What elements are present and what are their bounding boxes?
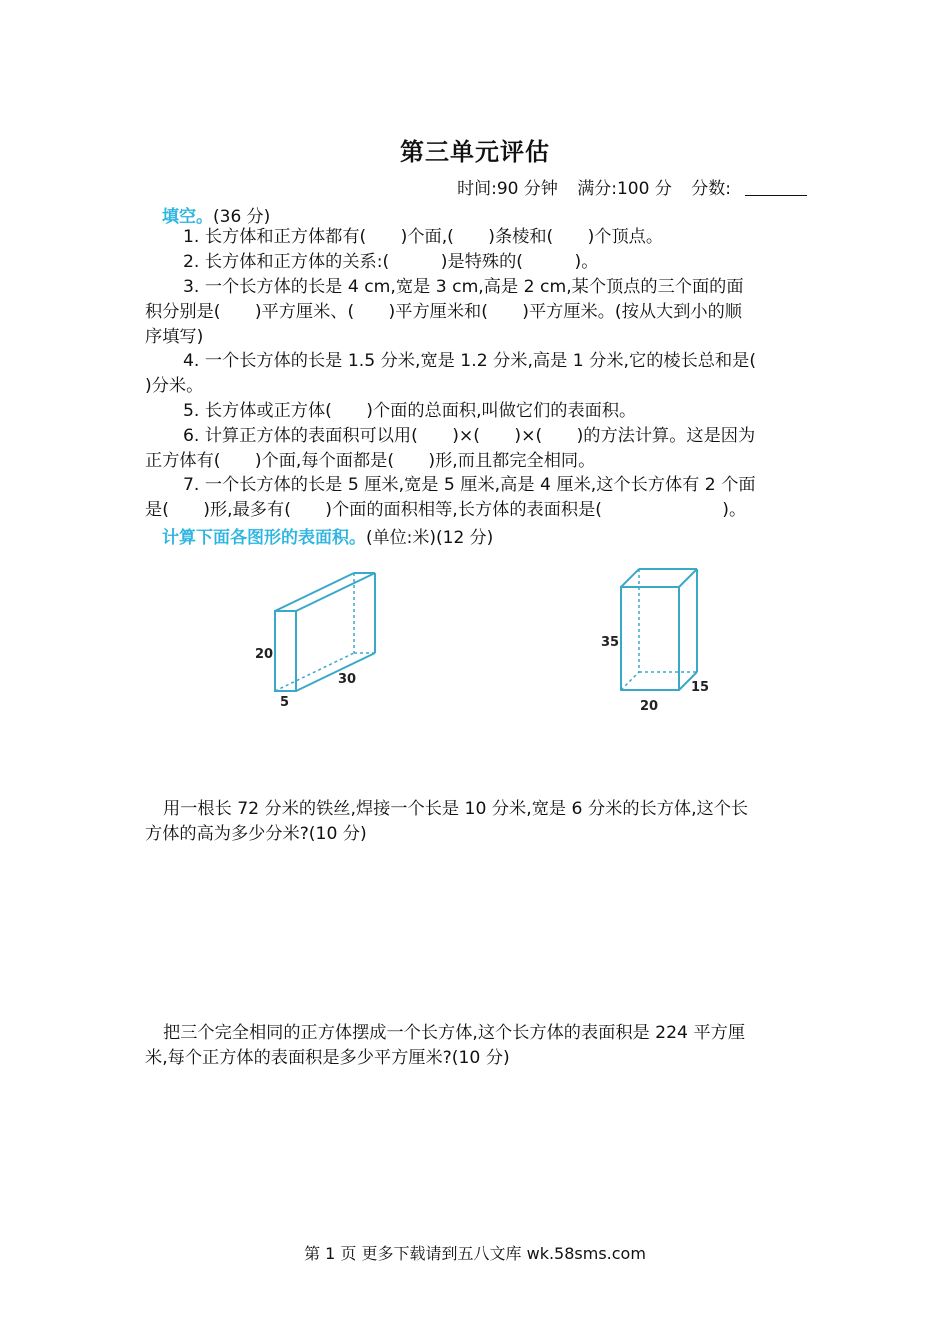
question-4-line-1: 4. 一个长方体的长是 1.5 分米,宽是 1.2 分米,高是 1 分米,它的棱长总和是(: [183, 351, 757, 371]
question-7-line-2: 是( )形,最多有( )个面的面积相等,长方体的表面积是( )。: [145, 500, 747, 520]
question-1: [145, 225, 805, 250]
question-6: [145, 424, 805, 474]
question-3-line-1: 3. 一个长方体的长是 4 cm,宽是 3 cm,高是 2 cm,某个顶点的三个面的面: [183, 277, 744, 297]
score-label: 分数:: [691, 179, 731, 199]
cuboid-1-front-face: [275, 611, 296, 691]
cuboid-2-width-label: 15: [691, 680, 710, 695]
question-2-text: 2. 长方体和正方体的关系:( )是特殊的( )。: [183, 252, 599, 272]
question-2: [145, 250, 805, 275]
question-5: [145, 399, 805, 424]
question-7: [145, 473, 805, 523]
question-1-text: 1. 长方体和正方体都有( )个面,( )条棱和( )个顶点。: [183, 227, 664, 247]
cuboid-2-hidden-bottom: [621, 672, 639, 690]
question-6-line-2: 正方体有( )个面,每个面都是( )形,而且都完全相同。: [145, 451, 596, 471]
question-9-line-2: 米,每个正方体的表面积是多少平方厘米?(10 分): [145, 1048, 510, 1068]
figure-cuboid-2: [598, 562, 718, 717]
page-footer: 第 1 页 更多下载请到五八文库 wk.58sms.com: [304, 1244, 646, 1263]
cuboid-2-top-left-edge: [621, 569, 639, 587]
question-7-line-1: 7. 一个长方体的长是 5 厘米,宽是 5 厘米,高是 4 厘米,这个长方体有 2 个面: [183, 475, 756, 495]
score-blank[interactable]: [745, 179, 807, 196]
question-3-line-2: 积分别是( )平方厘米、( )平方厘米和( )平方厘米。(按从大到小的顺: [145, 302, 742, 322]
figure-cuboid-1: [250, 565, 390, 715]
cuboid-1-top-right-edge: [296, 573, 375, 611]
section-surface-area-points: (单位:米)(12 分): [366, 528, 494, 548]
question-3-line-3: 序填写): [145, 327, 204, 347]
question-9: [145, 1021, 805, 1071]
cuboid-2-front-face: [621, 587, 679, 690]
cuboid-1-height-label: 20: [255, 647, 274, 662]
question-5-text: 5. 长方体或正方体( )个面的总面积,叫做它们的表面积。: [183, 401, 637, 421]
cuboid-1-length-label: 30: [338, 672, 357, 687]
question-6-line-1: 6. 计算正方体的表面积可以用( )×( )×( )的方法计算。这是因为: [183, 426, 756, 446]
section-surface-area-heading: 计算下面各图形的表面积。: [162, 528, 366, 548]
section-fill-in-heading: 填空。: [162, 207, 213, 227]
question-9-line-1: 把三个完全相同的正方体摆成一个长方体,这个长方体的表面积是 224 平方厘: [163, 1023, 746, 1043]
exam-meta: [443, 174, 807, 199]
cuboid-2-top-right-edge: [679, 569, 697, 587]
question-8-line-2: 方体的高为多少分米?(10 分): [145, 824, 367, 844]
cuboid-1-width-label: 5: [280, 695, 290, 710]
time-limit: 时间:90 分钟: [457, 179, 558, 199]
section-fill-in-points: (36 分): [213, 207, 271, 227]
cuboid-2-height-label: 35: [601, 635, 620, 650]
section-surface-area: [162, 523, 493, 548]
section-fill-in: [162, 202, 270, 227]
question-3: [145, 275, 805, 350]
cuboid-2-length-label: 20: [640, 699, 659, 714]
question-4: [145, 349, 805, 399]
question-8: [145, 797, 805, 847]
page-title: 第三单元评估: [400, 137, 550, 166]
cuboid-1-bottom-edge: [296, 653, 375, 691]
question-4-line-2: )分米。: [145, 376, 204, 396]
cuboid-1-top-left-edge: [275, 573, 354, 611]
question-8-line-1: 用一根长 72 分米的铁丝,焊接一个长是 10 分米,宽是 6 分米的长方体,这个长: [163, 799, 749, 819]
full-score: 满分:100 分: [577, 179, 672, 199]
